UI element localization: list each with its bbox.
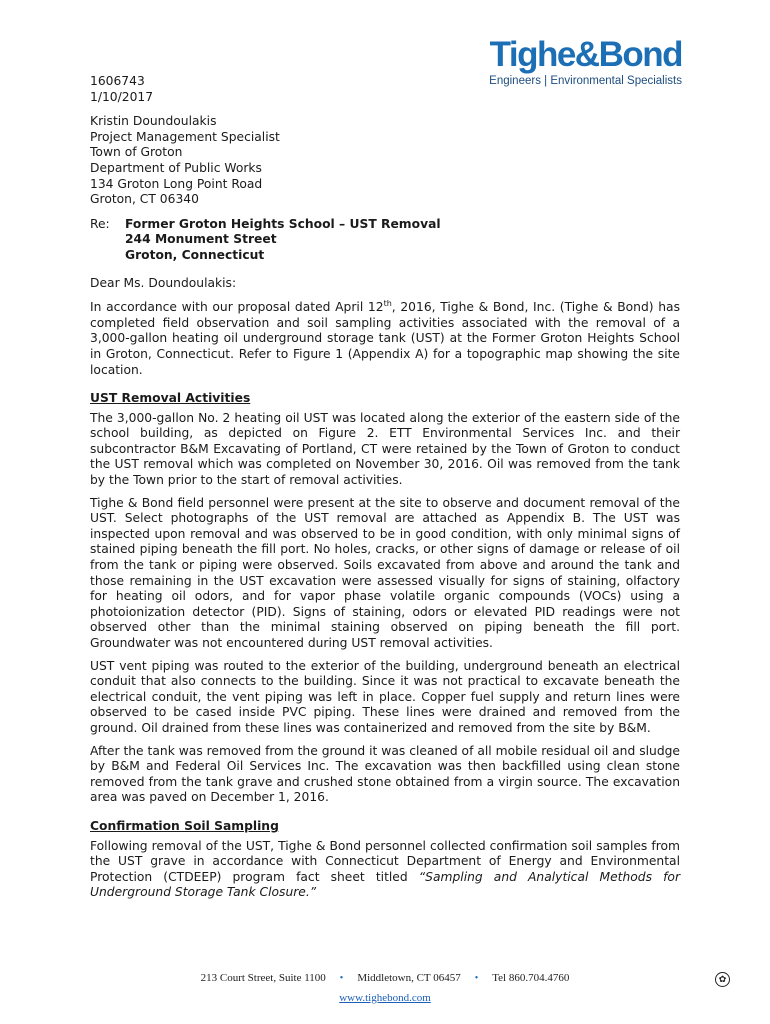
body-paragraph: The 3,000-gallon No. 2 heating oil UST was located along the exterior of the eastern side of the school building, as depicted on Figure 2. ETT Environmental Services Inc. and their subcontractor B&M Excavating of Portland, CT were retained by the Town of Groton to conduct the UST removal which was completed on November 30, 2016. Oil was removed from the tank by the Town prior to the start of removal activities. (90, 410, 680, 488)
bullet-separator: • (474, 973, 479, 984)
recipient-dept: Department of Public Works (90, 160, 262, 175)
body-paragraph: Tighe & Bond field personnel were present at the site to observe and document removal of the UST. Select photographs of the UST removal are attached as Appendix B. The UST was inspected upon removal and was observed to be in good condition, with only minimal signs of stained piping beneath the fill port. No holes, cracks, or other signs of damage or release of oil from the tank or piping were observed. Soils excavated from above and around the tank and those remaining in the UST excavation were assessed visually for signs of staining, olfactory for heating oil odors, and for vapor phase volatile organic compounds (VOCs) using a photoionization detector (PID). Signs of staining, odors or elevated PID readings were not observed other than the minimal staining observed on piping beneath the fill port. Groundwater was not encountered during UST removal activities. (90, 495, 680, 650)
letter-body (90, 74, 680, 908)
bullet-separator: • (339, 973, 344, 984)
letter-date: 1/10/2017 (90, 89, 154, 104)
subject-label: Re: (90, 216, 110, 231)
subject-block (90, 217, 680, 264)
recipient-title: Project Management Specialist (90, 129, 280, 144)
section-heading-confirmation-sampling: Confirmation Soil Sampling (90, 818, 279, 833)
footer-website-link[interactable]: www.tighebond.com (339, 992, 431, 1004)
recipient-org: Town of Groton (90, 145, 183, 160)
section-heading-ust-removal: UST Removal Activities (90, 391, 251, 406)
body-paragraph: Following removal of the UST, Tighe & Bond personnel collected confirmation soil samples from the UST grave in accordance with Connecticut Department of Energy and Environmental Protection (CTDEEP) program fact sheet titled “Sampling and Analytical Methods for Underground Storage Tank Closure.” (90, 838, 680, 900)
recipient-name: Kristin Doundoulakis (90, 114, 217, 129)
salutation: Dear Ms. Doundoulakis: (90, 275, 237, 290)
reference-number: 1606743 (90, 74, 145, 88)
page-footer (0, 972, 770, 1004)
recipient-street: 134 Groton Long Point Road (90, 176, 263, 191)
footer-phone: Tel 860.704.4760 (492, 972, 570, 984)
subject-line-3: Groton, Connecticut (125, 247, 265, 262)
logo-tagline: Engineers | Environmental Specialists (489, 75, 682, 87)
recipient-address (90, 114, 680, 208)
subject-line-1: Former Groton Heights School – UST Removal (125, 216, 441, 231)
logo-wordmark: Tighe&Bond (489, 35, 682, 74)
footer-city: Middletown, CT 06457 (357, 972, 461, 984)
body-paragraph: After the tank was removed from the ground it was cleaned of all mobile residual oil and sludge by B&M and Federal Oil Services Inc. The excavation was then backfilled using clean stone removed from the tank grave and crushed stone obtained from a virgin source. The excavation area was paved on December 1, 2016. (90, 743, 680, 805)
body-paragraph: UST vent piping was routed to the exterior of the building, underground beneath an electrical conduit that also connects to the building. Since it was not practical to excavate beneath the electrical conduit, the vent piping was left in place. Copper fuel supply and return lines were observed to be cased inside PVC piping. These lines were drained and removed from the ground. Oil drained from these lines was containerized and removed from the site by B&M. (90, 658, 680, 735)
subject-line-2: 244 Monument Street (125, 232, 277, 247)
intro-paragraph: In accordance with our proposal dated April 12th, 2016, Tighe & Bond, Inc. (Tighe & Bond) has completed field observation and soil sampling activities associated with the removal of a 3,000-gallon heating oil underground storage tank (UST) at the Former Groton Heights School in Groton, Connecticut. Refer to Figure 1 (Appendix A) for a topographic map showing the site location. (90, 299, 680, 377)
recipient-city: Groton, CT 06340 (90, 192, 199, 207)
footer-address: 213 Court Street, Suite 1100 (200, 972, 326, 984)
recycle-icon: ✿ (715, 972, 730, 987)
